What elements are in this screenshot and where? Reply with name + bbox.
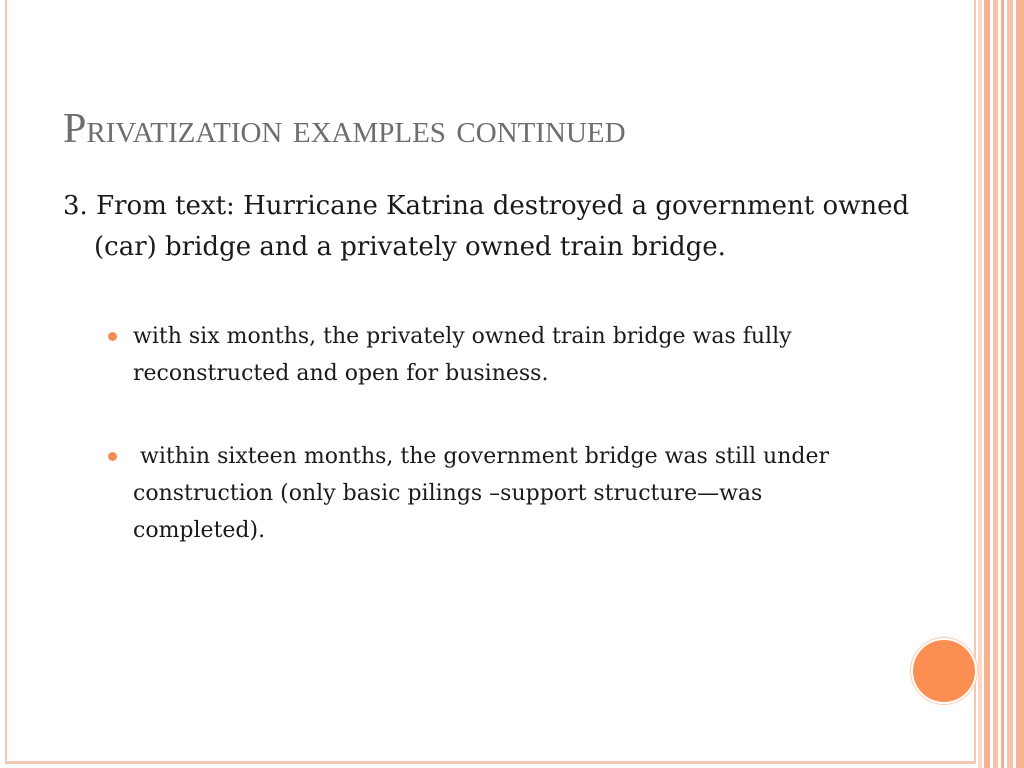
- sub-bullet-item: [133, 438, 893, 549]
- sub-bullet-text: with six months, the privately owned train bridge was fully reconstructed and open for business.: [133, 324, 792, 386]
- main-point: 3. From text: Hurricane Katrina destroyed a government owned (car) bridge and a privately owned train bridge.: [63, 191, 910, 262]
- decorative-stripe: [1001, 0, 1004, 768]
- sub-bullet-text: within sixteen months, the government bridge was still under construction (only basic pilings –support structure—was completed).: [133, 444, 837, 543]
- decorative-stripe: [1007, 0, 1013, 768]
- sub-bullet-item: [133, 318, 893, 392]
- decorative-stripe: [1016, 0, 1024, 768]
- decorative-stripe: [984, 0, 990, 768]
- bullet-dot-icon: [108, 452, 117, 461]
- slide-title: Privatization examples continued: [63, 106, 626, 152]
- decorative-stripe: [993, 0, 998, 768]
- decorative-circle: [913, 640, 975, 702]
- decorative-stripe: [978, 0, 982, 768]
- bullet-dot-icon: [108, 332, 117, 341]
